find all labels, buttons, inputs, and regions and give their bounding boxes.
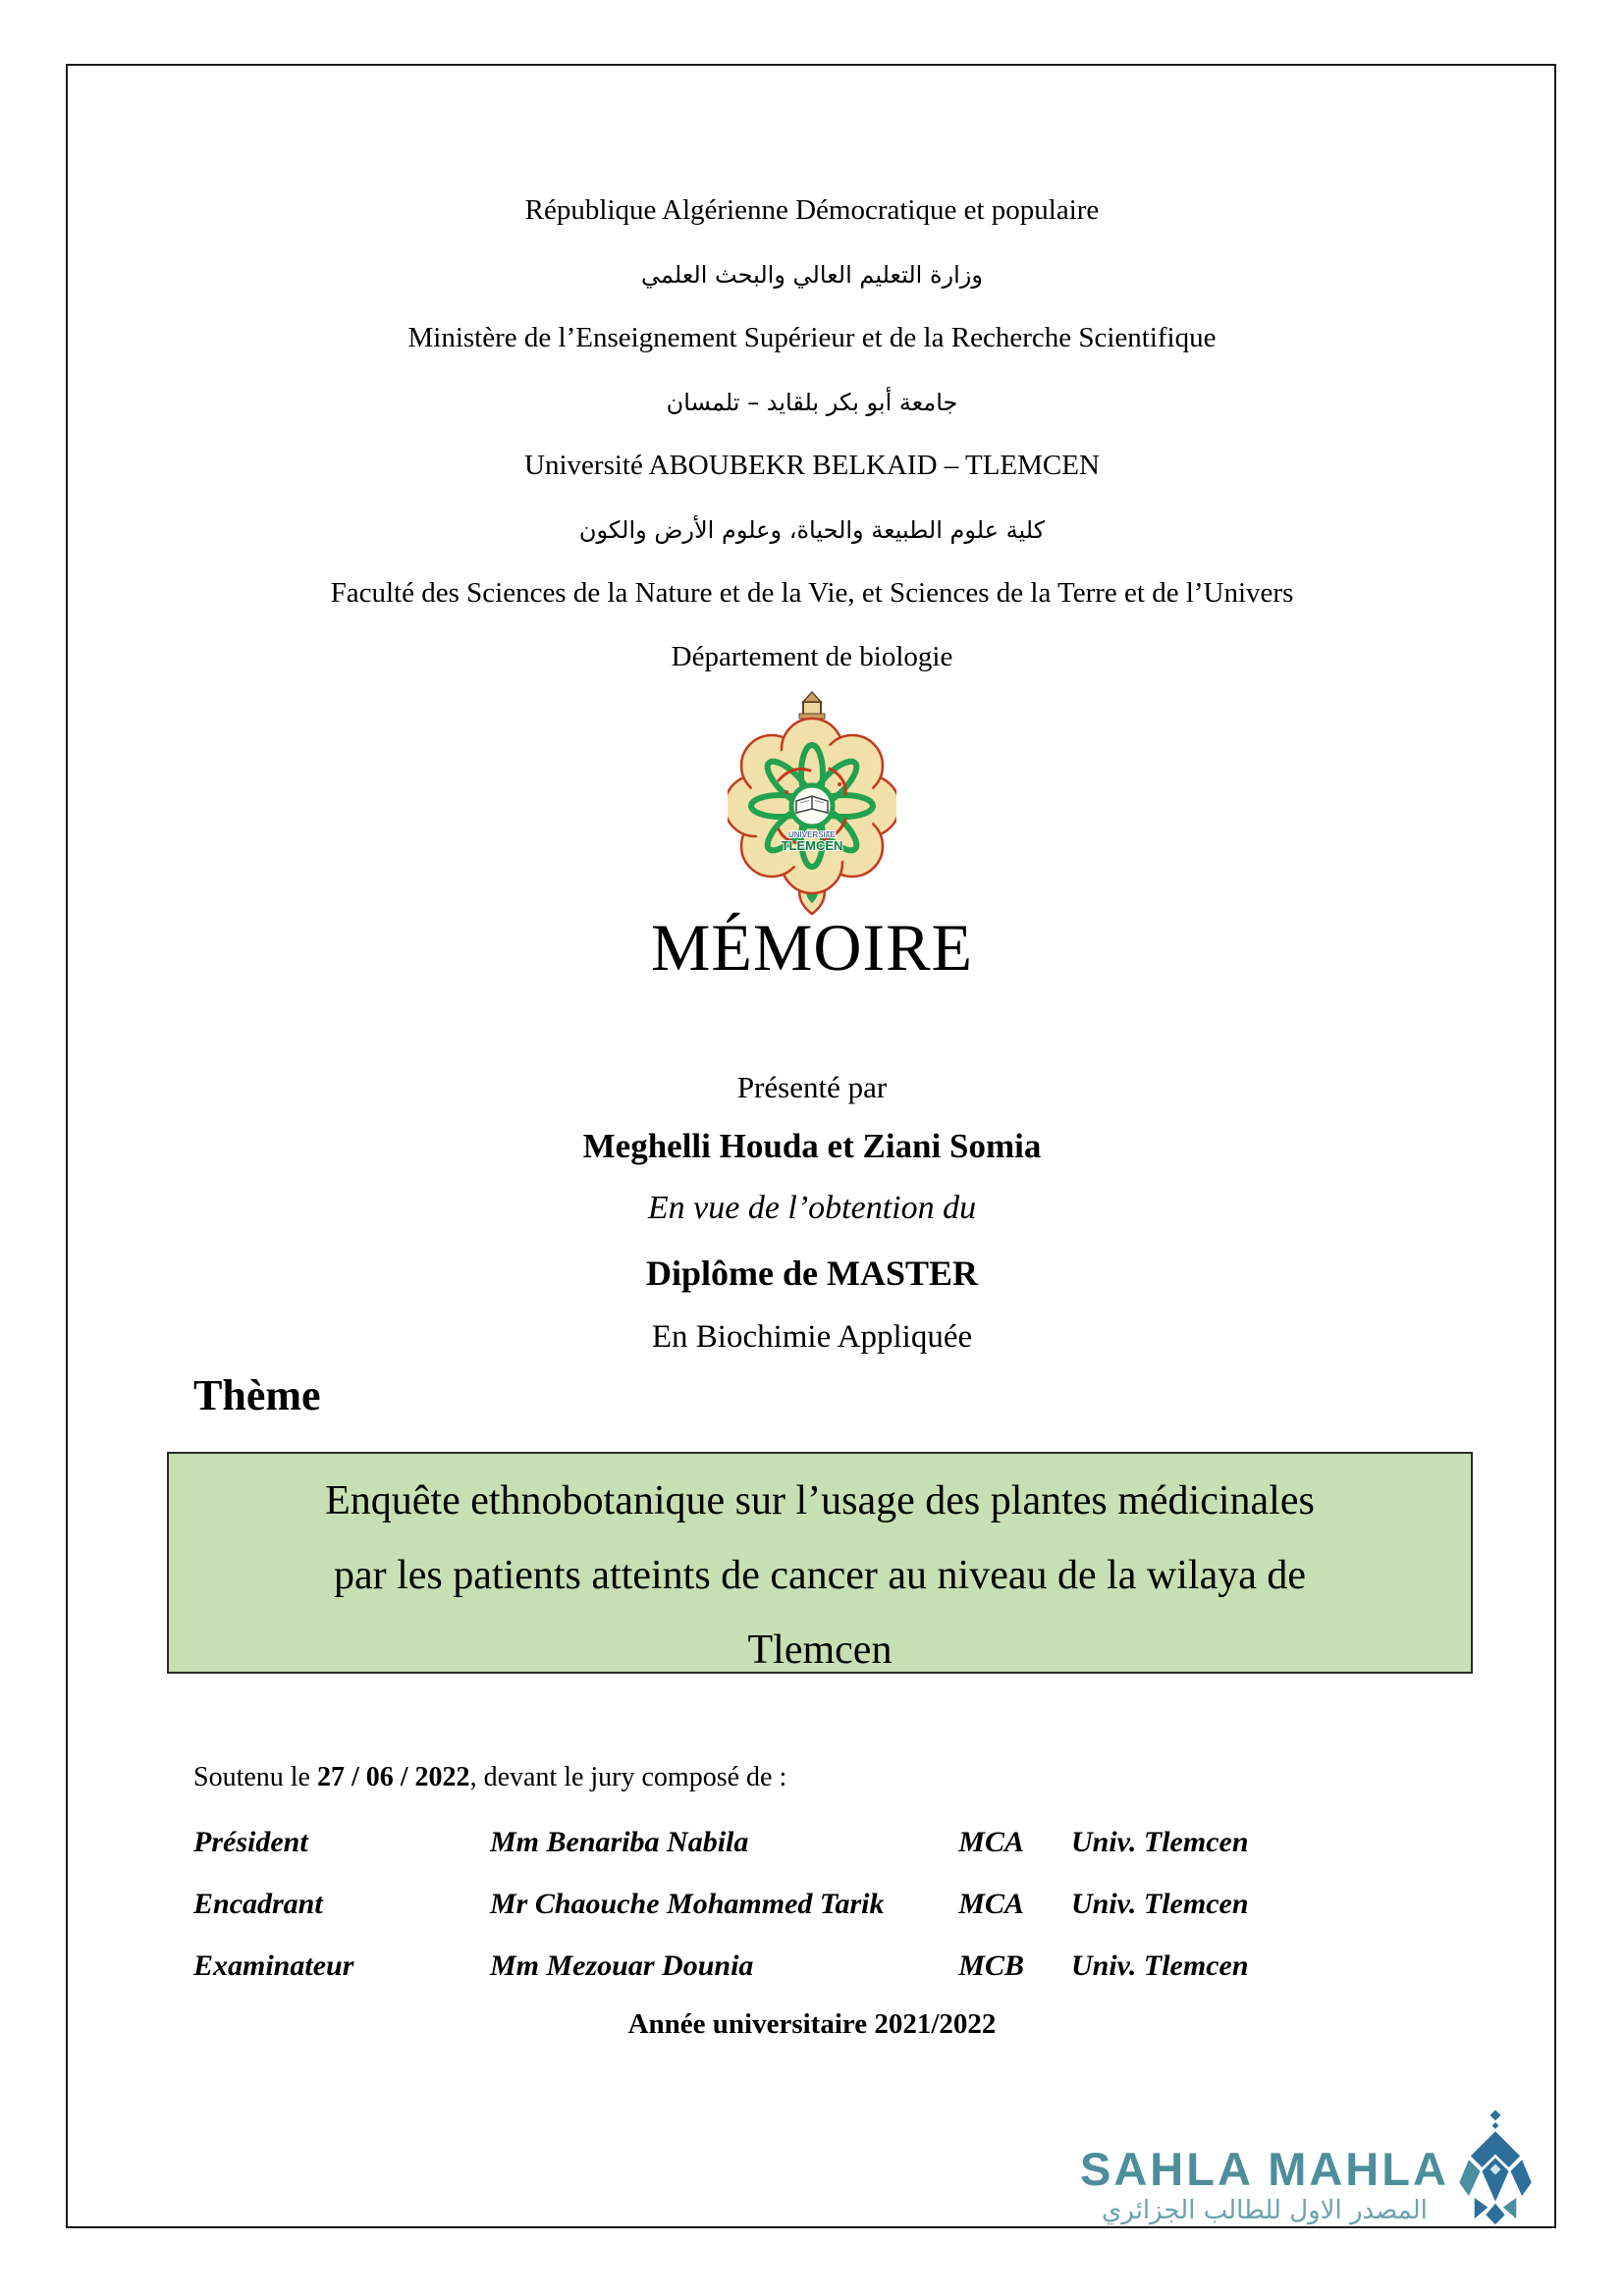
jury-name: Mm Benariba Nabila: [490, 1826, 749, 1858]
seal-tlemcen-label: TLEMCEN: [781, 838, 843, 853]
diploma-line: Diplôme de MASTER: [645, 1254, 978, 1293]
jury-grade: MCA: [958, 1888, 1024, 1920]
theme-title-box: [167, 1452, 1473, 1674]
jury-role: Président: [193, 1826, 308, 1858]
jury-univ: Univ. Tlemcen: [1071, 1949, 1249, 1982]
purpose-line: En vue de l’obtention du: [647, 1190, 977, 1226]
jury-role: Examinateur: [193, 1949, 354, 1982]
ministry-line-fr: Ministère de l’Enseignement Supérieur et de la Recherche Scientifique: [407, 322, 1217, 353]
specialty-line: En Biochimie Appliquée: [651, 1319, 973, 1355]
institution-header: [0, 179, 1624, 689]
jury-row: [193, 1890, 1352, 1919]
seal-universite-label: UNIVERSITE: [787, 830, 837, 839]
jury-name: Mr Chaouche Mohammed Tarik: [490, 1888, 885, 1920]
university-line-ar: جامعة أبو بكر بلقايد – تلمسان: [666, 388, 958, 416]
theme-title-line: par les patients atteints de cancer au niveau de la wilaya de: [333, 1553, 1307, 1598]
university-seal: [728, 690, 896, 918]
theme-title-line: Enquête ethnobotanique sur l’usage des plantes médicinales: [325, 1478, 1315, 1523]
department-line: Département de biologie: [671, 641, 953, 672]
faculty-line-fr: Faculté des Sciences de la Nature et de la Vie, et Sciences de la Terre et de l’Univers: [330, 577, 1294, 609]
memoire-title: MÉMOIRE: [650, 910, 974, 985]
sahla-mahla-watermark: [1080, 2110, 1542, 2226]
authors-names: Meghelli Houda et Ziani Somia: [582, 1127, 1042, 1165]
jury-role: Encadrant: [193, 1888, 323, 1920]
jury-name: Mm Mezouar Dounia: [490, 1949, 754, 1982]
sahla-mahla-tagline-ar: المصدر الاول للطالب الجزائري: [1102, 2196, 1428, 2225]
ministry-line-ar: وزارة التعليم العالي والبحث العلمي: [641, 260, 983, 289]
academic-year: Année universitaire 2021/2022: [627, 2008, 997, 2040]
university-seal-graphic: [728, 690, 896, 918]
theme-title-line: Tlemcen: [747, 1628, 893, 1673]
jury-grade: MCA: [958, 1826, 1024, 1858]
defense-intro-prefix: Soutenu le: [193, 1762, 317, 1792]
sahla-mahla-text: [1080, 2143, 1449, 2225]
faculty-line-ar: كلية علوم الطبيعة والحياة، وعلوم الأرض والكون: [578, 515, 1046, 544]
jury-row: [193, 1828, 1352, 1857]
jury-univ: Univ. Tlemcen: [1071, 1826, 1249, 1858]
theme-label: Thème: [193, 1371, 321, 1419]
seal-book: [791, 785, 833, 827]
defense-intro-suffix: , devant le jury composé de :: [469, 1762, 787, 1792]
jury-table: [193, 1828, 1352, 2013]
sahla-mahla-logo-icon: [1455, 2110, 1536, 2226]
republic-line: République Algérienne Démocratique et populaire: [524, 194, 1100, 226]
defense-intro: [193, 1762, 786, 1793]
university-line-fr: Université ABOUBEKR BELKAID – TLEMCEN: [524, 450, 1100, 481]
presented-by-label: Présenté par: [736, 1070, 888, 1104]
jury-univ: Univ. Tlemcen: [1071, 1888, 1249, 1920]
defense-date: 27 / 06 / 2022: [317, 1762, 470, 1792]
jury-grade: MCB: [958, 1949, 1024, 1982]
sahla-mahla-wordmark: SAHLA MAHLA: [1080, 2143, 1449, 2195]
jury-row: [193, 1951, 1352, 1981]
